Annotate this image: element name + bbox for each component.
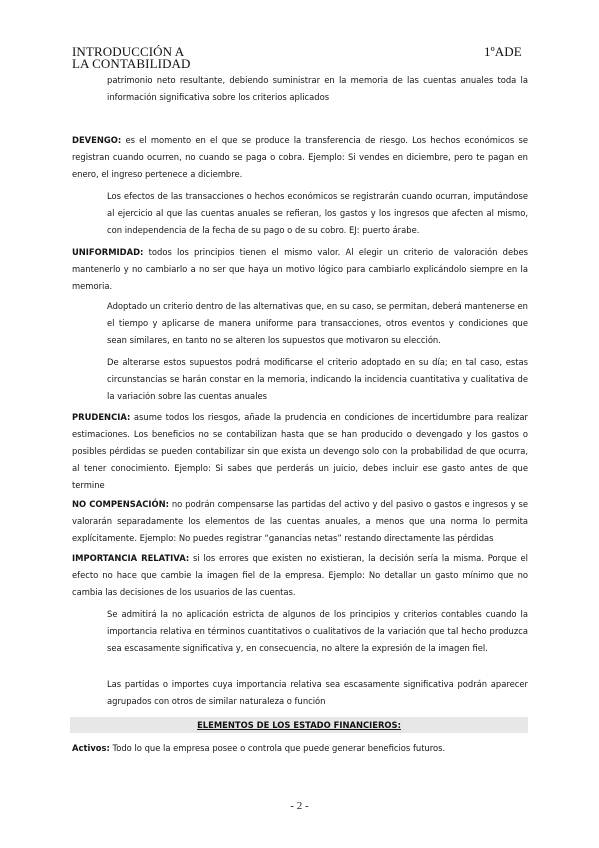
paragraph-uniformidad-change [107, 354, 528, 405]
paragraph-text: todos los principios tienen el mismo valor. Al elegir un criterio de valoración debes mantenerlo y no cambiarlo a no ser que haya un motivo lógico para cambiarlo explicándolo siempre en la memoria. [72, 247, 528, 291]
paragraph-text: Se admitirá la no aplicación estricta de algunos de los principios y criterios contables cuando la importancia relativa en términos cuantitativos o cualitativos de la variación que tal hecho produzca sea escasamente significativa y, en consecuencia, no altere la expresión de la imagen fiel. [107, 609, 528, 653]
term-label: PRUDENCIA: [72, 412, 131, 422]
term-label: Activos: [72, 743, 110, 753]
paragraph-activos [72, 740, 528, 757]
paragraph-prudencia [72, 409, 528, 494]
paragraph-text: Las partidas o importes cuya importancia relativa sea escasamente significativa podrán aparecer agrupados con otros de similar naturaleza o función [107, 679, 528, 706]
paragraph-text: asume todos los riesgos, añade la prudencia en condiciones de incertidumbre para realizar estimaciones. Los beneficios no se contabilizan hasta que se han producido o devengado y los gastos o posibles pérdidas se pueden contabilizar sin que exista un devengo solo con la probabilidad de que ocurra, al tener conocimiento. Ejemplo: Si sabes que perderás un juicio, debes incluir ese gasto antes de que termine [72, 412, 528, 490]
paragraph-text: De alterarse estos supuestos podrá modificarse el criterio adoptado en su día; en tal caso, estas circunstancias se harán constar en la memoria, indicando la incidencia cuantitativa y cualitativa de la variación sobre las cuentas anuales [107, 357, 528, 401]
term-label: UNIFORMIDAD: [72, 247, 144, 257]
header-title-line1: INTRODUCCIÓN A [72, 44, 185, 59]
paragraph-devengo-definition [107, 188, 528, 239]
header-course-label: 1ºADE [484, 44, 522, 59]
section-heading: ELEMENTOS DE LOS ESTADO FINANCIEROS: [70, 717, 528, 733]
paragraph-uniformidad-definition [107, 298, 528, 349]
paragraph-continuation [107, 72, 528, 106]
term-label: NO COMPENSACIÓN: [72, 499, 169, 509]
paragraph-text: no podrán compensarse las partidas del activo y del pasivo o gastos e ingresos y se valorarán separadamente los elementos de las cuentas anuales, a menos que una norma lo permita explícitamente. Ejemplo: No puedes registrar “ganancias netas” restando directamente las pérdidas [72, 499, 528, 543]
paragraph-text: es el momento en el que se produce la transferencia de riesgo. Los hechos económicos se registran cuando ocurren, no cuando se paga o cobra. Ejemplo: Si vendes en diciembre, pero te pagan en enero, el ingreso pertenece a diciembre. [72, 135, 528, 179]
header-title-line2: LA CONTABILIDAD [72, 56, 191, 71]
paragraph-importancia-definition [107, 606, 528, 657]
document-header-title [72, 46, 191, 70]
page-number: - 2 - [290, 800, 309, 812]
paragraph-text: Adoptado un criterio dentro de las alternativas que, en su caso, se permitan, deberá mantenerse en el tiempo y aplicarse de manera uniforme para transacciones, otros eventos y condiciones que sean similares, en tanto no se alteren los supuestos que motivaron su elección. [107, 301, 528, 345]
paragraph-text: Todo lo que la empresa posee o controla que puede generar beneficios futuros. [109, 743, 446, 753]
term-label: IMPORTANCIA RELATIVA: [72, 553, 190, 563]
paragraph-importancia-relativa [72, 550, 528, 601]
paragraph-text: si los errores que existen no existieran, la decisión sería la misma. Porque el efecto no hace que cambie la imagen fiel de la empresa. Ejemplo: No detallar un gasto mínimo que no cambia las decisiones de los usuarios de las cuentas. [72, 553, 528, 597]
paragraph-importancia-grouping [107, 676, 528, 710]
paragraph-devengo [72, 132, 528, 183]
paragraph-text: Los efectos de las transacciones o hechos económicos se registrarán cuando ocurran, imputándose al ejercicio al que las cuentas anuales se refieran, los gastos y los ingresos que afecten al mismo, con independencia de la fecha de su pago o de su cobro. EJ: puerto árabe. [107, 191, 528, 235]
paragraph-uniformidad [72, 244, 528, 295]
term-label: DEVENGO: [72, 135, 122, 145]
paragraph-no-compensacion [72, 496, 528, 547]
paragraph-text: patrimonio neto resultante, debiendo suministrar en la memoria de las cuentas anuales toda la información significativa sobre los criterios aplicados [107, 75, 528, 102]
